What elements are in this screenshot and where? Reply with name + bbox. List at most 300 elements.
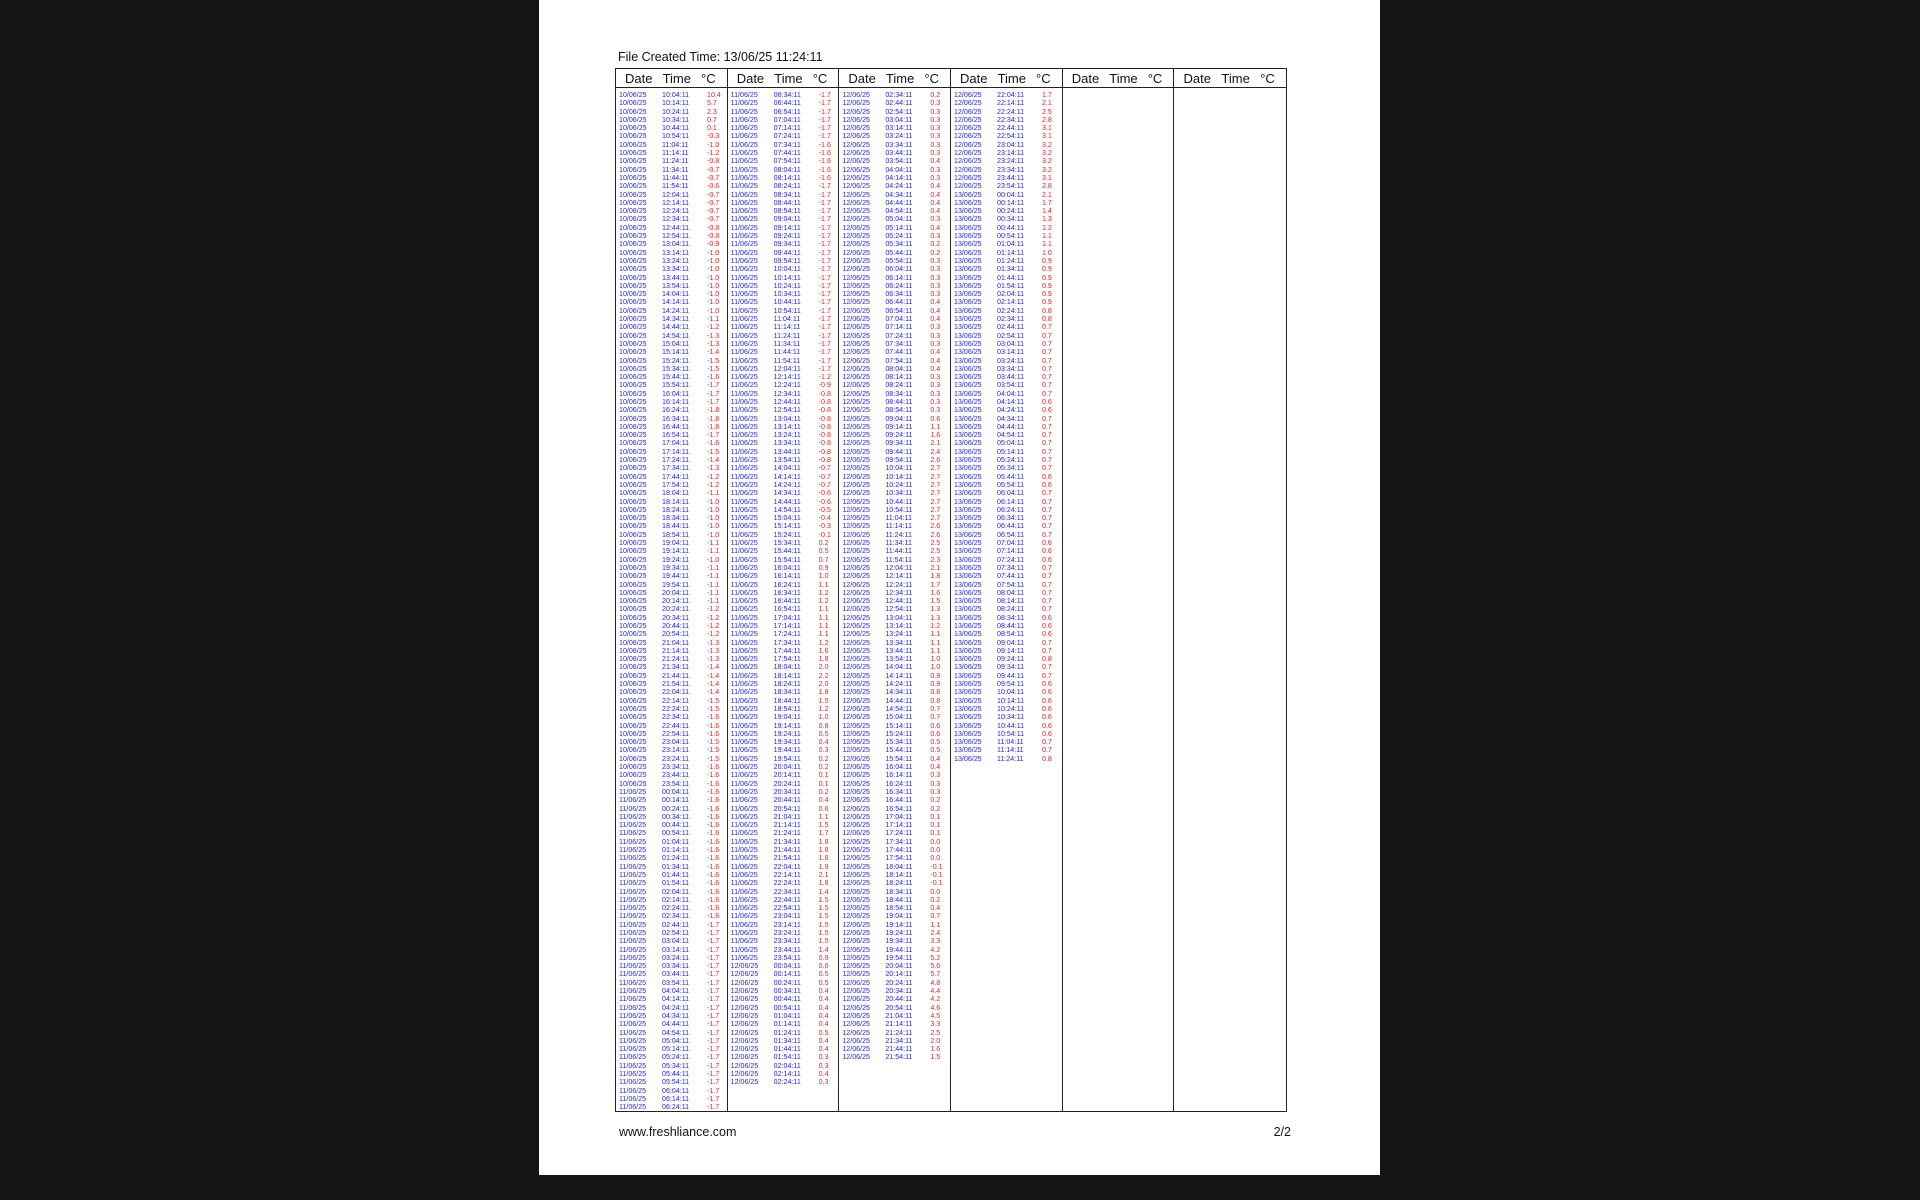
row-date: 11/06/25 — [730, 207, 758, 216]
row-temperature: -1.0 — [707, 497, 720, 506]
log-row — [619, 605, 727, 613]
row-time: 07:34:11 — [773, 140, 801, 149]
row-date: 11/06/25 — [619, 812, 647, 821]
row-time: 17:44:11 — [885, 846, 913, 855]
row-time: 09:44:11 — [885, 447, 913, 456]
log-row — [619, 655, 727, 663]
log-row — [731, 605, 839, 613]
row-temperature: 2.0 — [818, 680, 829, 689]
row-time: 01:34:11 — [662, 862, 690, 871]
row-date: 13/06/25 — [954, 323, 982, 332]
row-time: 10:54:11 — [662, 132, 690, 141]
row-temperature: 0.6 — [1042, 688, 1052, 697]
row-temperature: 0.3 — [930, 787, 941, 796]
log-row — [619, 207, 727, 215]
row-time: 19:54:11 — [885, 953, 913, 962]
log-row — [731, 381, 839, 389]
row-time: 23:34:11 — [662, 763, 690, 772]
row-date: 10/06/25 — [619, 124, 647, 133]
row-date: 12/06/25 — [842, 870, 870, 879]
row-temperature: 1.8 — [818, 879, 829, 888]
log-row — [619, 929, 727, 937]
row-time: 08:24:11 — [773, 182, 801, 191]
log-row — [731, 1004, 839, 1012]
row-date: 10/06/25 — [619, 182, 647, 191]
row-date: 11/06/25 — [619, 1011, 647, 1020]
row-temperature: -1.7 — [818, 232, 831, 241]
row-temperature: 1.8 — [930, 572, 941, 581]
column-header — [728, 69, 839, 88]
row-date: 12/06/25 — [730, 1061, 759, 1070]
row-temperature: 0.3 — [930, 331, 941, 340]
log-row — [842, 630, 950, 638]
row-temperature: 0.8 — [1042, 306, 1052, 315]
row-time: 00:44:11 — [997, 223, 1025, 232]
row-temperature: -1.7 — [707, 1020, 720, 1029]
row-date: 11/06/25 — [730, 124, 758, 133]
row-time: 08:54:11 — [885, 406, 913, 415]
row-date: 13/06/25 — [954, 397, 982, 406]
log-row — [619, 332, 727, 340]
row-date: 12/06/25 — [842, 530, 870, 539]
row-temperature: -1.2 — [707, 622, 720, 630]
log-row — [619, 1095, 727, 1103]
row-time: 15:44:11 — [885, 746, 913, 755]
log-row — [842, 556, 950, 564]
row-temperature: 0.3 — [930, 771, 941, 780]
row-time: 07:04:11 — [773, 115, 801, 124]
row-temperature: -1.4 — [707, 671, 720, 680]
log-row — [842, 340, 950, 348]
row-time: 21:24:11 — [662, 655, 690, 664]
row-date: 13/06/25 — [954, 572, 982, 581]
row-date: 13/06/25 — [954, 530, 982, 539]
row-time: 00:14:11 — [662, 796, 690, 805]
log-row — [619, 738, 727, 746]
log-row — [731, 995, 839, 1003]
row-date: 11/06/25 — [730, 505, 758, 514]
log-row — [954, 373, 1062, 381]
row-temperature: -1.7 — [707, 920, 720, 929]
row-temperature: -1.7 — [818, 265, 831, 274]
log-row — [619, 191, 727, 199]
row-date: 10/06/25 — [619, 173, 647, 182]
row-time: 07:44:11 — [773, 149, 801, 158]
log-row — [842, 108, 950, 116]
header-date: Date — [848, 70, 876, 86]
log-row — [619, 854, 727, 862]
row-time: 19:44:11 — [662, 572, 690, 581]
log-row — [619, 921, 727, 929]
row-time: 02:54:11 — [885, 107, 913, 116]
row-date: 12/06/25 — [842, 215, 870, 224]
log-row — [619, 970, 727, 978]
log-row — [731, 232, 839, 240]
row-temperature: -1.5 — [707, 696, 720, 705]
log-row — [731, 116, 839, 124]
log-row — [842, 1045, 950, 1053]
log-row — [731, 564, 839, 572]
row-temperature: 0.7 — [1042, 431, 1052, 440]
log-row — [954, 597, 1062, 605]
row-date: 12/06/25 — [842, 995, 870, 1004]
row-temperature: -1.0 — [707, 265, 720, 274]
row-temperature: -1.1 — [707, 597, 720, 606]
log-row — [842, 863, 950, 871]
row-date: 10/06/25 — [619, 754, 647, 763]
row-date: 12/06/25 — [954, 115, 982, 124]
row-temperature: 3.1 — [1042, 173, 1052, 182]
row-time: 04:34:11 — [997, 414, 1025, 423]
row-date: 10/06/25 — [619, 605, 647, 614]
row-time: 15:44:11 — [773, 547, 801, 556]
row-date: 11/06/25 — [730, 447, 758, 456]
row-date: 13/06/25 — [954, 298, 982, 307]
row-time: 11:34:11 — [885, 539, 912, 548]
log-row — [842, 265, 950, 273]
row-temperature: 0.4 — [818, 987, 829, 996]
row-time: 03:24:11 — [662, 953, 690, 962]
row-date: 11/06/25 — [730, 431, 758, 440]
row-temperature: 0.6 — [1042, 472, 1052, 481]
log-row — [954, 182, 1062, 190]
log-row — [954, 489, 1062, 497]
row-temperature: 0.5 — [818, 978, 829, 987]
row-temperature: -1.7 — [707, 995, 720, 1004]
log-row — [619, 1103, 727, 1111]
row-date: 11/06/25 — [730, 115, 758, 124]
row-temperature: -1.7 — [707, 1003, 720, 1012]
row-date: 12/06/25 — [842, 472, 870, 481]
log-row — [731, 1045, 839, 1053]
row-temperature: -0.8 — [707, 232, 720, 241]
row-time: 07:14:11 — [885, 323, 913, 332]
row-temperature: -1.7 — [818, 315, 831, 324]
row-date: 11/06/25 — [730, 190, 758, 199]
row-temperature: 0.4 — [818, 1020, 829, 1029]
log-row — [954, 498, 1062, 506]
row-temperature: 0.4 — [818, 1045, 829, 1054]
log-row — [842, 240, 950, 248]
row-temperature: 0.7 — [1042, 339, 1052, 348]
row-date: 10/06/25 — [619, 232, 647, 241]
row-temperature: -0.1 — [930, 879, 943, 888]
row-time: 12:14:11 — [773, 373, 801, 382]
row-date: 10/06/25 — [619, 547, 647, 556]
row-temperature: 4.4 — [930, 987, 941, 996]
log-row — [842, 995, 950, 1003]
row-temperature: 1.1 — [1042, 232, 1052, 241]
row-time: 04:04:11 — [885, 165, 913, 174]
row-time: 14:14:11 — [885, 671, 913, 680]
log-row — [842, 805, 950, 813]
row-time: 06:04:11 — [662, 1086, 690, 1095]
row-date: 10/06/25 — [619, 638, 647, 647]
log-row — [731, 929, 839, 937]
row-temperature: -1.6 — [818, 149, 831, 158]
row-temperature: 1.2 — [818, 588, 829, 597]
row-date: 13/06/25 — [954, 464, 982, 473]
row-date: 11/06/25 — [730, 356, 758, 365]
row-time: 07:14:11 — [773, 124, 801, 133]
row-temperature: -0.6 — [707, 182, 720, 191]
row-time: 04:24:11 — [662, 1003, 690, 1012]
row-date: 11/06/25 — [730, 928, 758, 937]
row-date: 12/06/25 — [842, 928, 870, 937]
log-row — [842, 149, 950, 157]
row-temperature: -1.7 — [707, 953, 720, 962]
row-temperature: 2.7 — [930, 497, 941, 506]
row-date: 12/06/25 — [842, 389, 870, 398]
log-row — [619, 240, 727, 248]
row-time: 10:04:11 — [662, 91, 690, 99]
row-temperature: 0.8 — [930, 696, 941, 705]
row-temperature: 0.7 — [930, 704, 941, 713]
row-temperature: 0.3 — [930, 173, 941, 182]
row-date: 11/06/25 — [619, 1053, 647, 1062]
log-column — [1174, 69, 1286, 1111]
row-temperature: 0.9 — [930, 671, 941, 680]
row-date: 10/06/25 — [619, 298, 647, 307]
log-row — [954, 124, 1062, 132]
log-row — [731, 431, 839, 439]
log-row — [731, 141, 839, 149]
row-date: 12/06/25 — [842, 290, 870, 299]
log-row — [731, 415, 839, 423]
log-row — [619, 174, 727, 182]
row-date: 11/06/25 — [730, 870, 758, 879]
row-temperature: -0.7 — [818, 480, 831, 489]
row-date: 11/06/25 — [619, 1061, 647, 1070]
row-date: 10/06/25 — [619, 696, 647, 705]
row-date: 13/06/25 — [954, 232, 982, 241]
row-temperature: -1.0 — [707, 298, 720, 307]
log-row — [731, 489, 839, 497]
row-date: 12/06/25 — [842, 240, 870, 249]
log-row — [619, 1070, 727, 1078]
log-row — [619, 1078, 727, 1086]
log-row — [619, 763, 727, 771]
row-time: 18:54:11 — [773, 704, 801, 713]
row-date: 11/06/25 — [730, 132, 758, 141]
row-date: 12/06/25 — [842, 945, 870, 954]
row-temperature: 0.0 — [930, 854, 941, 863]
row-date: 12/06/25 — [730, 1011, 759, 1020]
log-row — [619, 730, 727, 738]
row-time: 17:24:11 — [773, 630, 801, 639]
row-date: 13/06/25 — [954, 331, 982, 340]
log-row — [954, 108, 1062, 116]
row-time: 20:14:11 — [885, 970, 913, 979]
row-temperature: 1.1 — [930, 422, 941, 431]
row-date: 11/06/25 — [619, 1028, 647, 1037]
row-time: 01:44:11 — [997, 273, 1025, 282]
row-date: 11/06/25 — [730, 812, 758, 821]
row-time: 06:54:11 — [773, 107, 801, 116]
log-row — [842, 199, 950, 207]
row-date: 12/06/25 — [842, 655, 870, 664]
row-date: 11/06/25 — [730, 862, 758, 871]
log-row — [842, 207, 950, 215]
row-date: 13/06/25 — [954, 630, 982, 639]
row-date: 11/06/25 — [730, 364, 758, 373]
row-temperature: 1.2 — [1042, 223, 1052, 232]
log-row — [619, 456, 727, 464]
row-temperature: -1.3 — [707, 638, 720, 647]
row-time: 09:54:11 — [885, 456, 913, 465]
row-date: 10/06/25 — [619, 763, 647, 772]
row-date: 13/06/25 — [954, 721, 982, 730]
header-time: Time — [1109, 70, 1138, 86]
row-temperature: 0.2 — [930, 240, 941, 249]
log-row — [842, 970, 950, 978]
log-row — [619, 232, 727, 240]
row-time: 09:24:11 — [885, 431, 913, 440]
header-date: Date — [736, 70, 765, 86]
row-temperature: -0.9 — [818, 381, 831, 390]
row-date: 10/06/25 — [619, 381, 647, 390]
log-row — [842, 448, 950, 456]
row-time: 22:04:11 — [773, 862, 801, 871]
log-row — [619, 157, 727, 165]
row-time: 17:04:11 — [662, 439, 690, 448]
row-temperature: 0.1 — [707, 124, 717, 133]
log-row — [619, 423, 727, 431]
row-temperature: -1.7 — [818, 99, 831, 108]
row-date: 10/06/25 — [619, 746, 647, 755]
row-time: 09:54:11 — [997, 680, 1025, 689]
row-time: 22:54:11 — [997, 132, 1025, 141]
log-row — [619, 547, 727, 555]
row-temperature: 1.6 — [930, 1045, 941, 1054]
row-date: 11/06/25 — [730, 422, 758, 431]
row-temperature: 0.0 — [930, 837, 941, 846]
header-unit: °C — [701, 70, 716, 86]
header-date: Date — [960, 70, 988, 86]
row-date: 13/06/25 — [954, 539, 982, 548]
log-row — [842, 215, 950, 223]
log-row — [619, 274, 727, 282]
row-date: 11/06/25 — [730, 173, 758, 182]
row-time: 10:34:11 — [662, 115, 690, 124]
log-row — [954, 282, 1062, 290]
row-time: 12:24:11 — [885, 580, 913, 589]
row-temperature: -1.7 — [818, 240, 831, 249]
row-date: 12/06/25 — [842, 962, 870, 971]
log-row — [842, 473, 950, 481]
row-date: 12/06/25 — [842, 447, 870, 456]
row-temperature: -1.7 — [818, 306, 831, 315]
log-row — [954, 448, 1062, 456]
row-time: 04:14:11 — [997, 397, 1025, 406]
row-time: 19:34:11 — [773, 738, 801, 747]
log-row — [619, 746, 727, 754]
row-time: 23:54:11 — [773, 953, 801, 962]
row-temperature: -1.0 — [707, 530, 720, 539]
row-date: 11/06/25 — [730, 663, 758, 672]
row-time: 23:54:11 — [997, 182, 1025, 191]
log-row — [619, 116, 727, 124]
row-time: 02:54:11 — [662, 928, 690, 937]
row-date: 11/06/25 — [730, 555, 758, 564]
column-header — [839, 69, 950, 88]
log-row — [731, 962, 839, 970]
row-date: 10/06/25 — [619, 248, 647, 257]
row-temperature: -1.6 — [818, 165, 831, 174]
row-date: 13/06/25 — [954, 256, 982, 265]
row-temperature: -1.6 — [818, 140, 831, 149]
row-date: 13/06/25 — [954, 547, 982, 556]
row-time: 19:24:11 — [885, 928, 913, 937]
row-time: 04:24:11 — [997, 406, 1025, 415]
log-row — [731, 224, 839, 232]
row-time: 22:34:11 — [662, 713, 690, 722]
row-temperature: 0.3 — [930, 381, 941, 390]
row-date: 12/06/25 — [842, 397, 870, 406]
row-date: 12/06/25 — [842, 630, 870, 639]
row-time: 06:04:11 — [997, 489, 1025, 498]
row-temperature: 0.7 — [818, 555, 829, 564]
log-row — [731, 987, 839, 995]
row-date: 10/06/25 — [619, 630, 647, 639]
header-date: Date — [1183, 70, 1212, 86]
row-time: 05:04:11 — [885, 215, 913, 224]
row-date: 13/06/25 — [954, 373, 982, 382]
row-temperature: 0.8 — [1042, 655, 1052, 664]
header-unit: °C — [924, 70, 939, 86]
row-time: 10:54:11 — [885, 505, 913, 514]
row-date: 10/06/25 — [619, 149, 647, 158]
row-date: 12/06/25 — [842, 1011, 870, 1020]
row-time: 17:54:11 — [885, 854, 913, 863]
log-row — [842, 224, 950, 232]
row-time: 05:34:11 — [662, 1061, 690, 1070]
row-date: 10/06/25 — [619, 646, 647, 655]
log-row — [842, 174, 950, 182]
row-time: 09:44:11 — [997, 671, 1025, 680]
row-temperature: 0.7 — [1042, 588, 1052, 597]
row-date: 10/06/25 — [619, 514, 647, 523]
row-time: 06:34:11 — [773, 91, 801, 99]
log-row — [619, 987, 727, 995]
log-row — [842, 191, 950, 199]
log-row — [619, 796, 727, 804]
row-date: 13/06/25 — [954, 364, 982, 373]
header-time: Time — [997, 70, 1026, 86]
row-temperature: 0.7 — [930, 713, 941, 722]
log-row — [731, 373, 839, 381]
row-temperature: -1.6 — [707, 904, 720, 913]
log-row — [731, 323, 839, 331]
row-temperature: 0.6 — [1042, 696, 1052, 705]
log-row — [731, 838, 839, 846]
row-time: 11:04:11 — [662, 140, 689, 149]
row-time: 23:34:11 — [997, 165, 1025, 174]
log-row — [954, 348, 1062, 356]
row-time: 14:04:11 — [662, 290, 690, 299]
row-time: 06:54:11 — [885, 306, 913, 315]
log-row — [731, 456, 839, 464]
row-date: 10/06/25 — [619, 356, 647, 365]
log-row — [954, 332, 1062, 340]
log-row — [954, 589, 1062, 597]
log-row — [954, 697, 1062, 705]
row-temperature: 0.9 — [1042, 256, 1052, 265]
row-date: 11/06/25 — [619, 887, 647, 896]
log-row — [842, 697, 950, 705]
row-time: 09:34:11 — [997, 663, 1025, 672]
row-date: 12/06/25 — [842, 149, 870, 158]
